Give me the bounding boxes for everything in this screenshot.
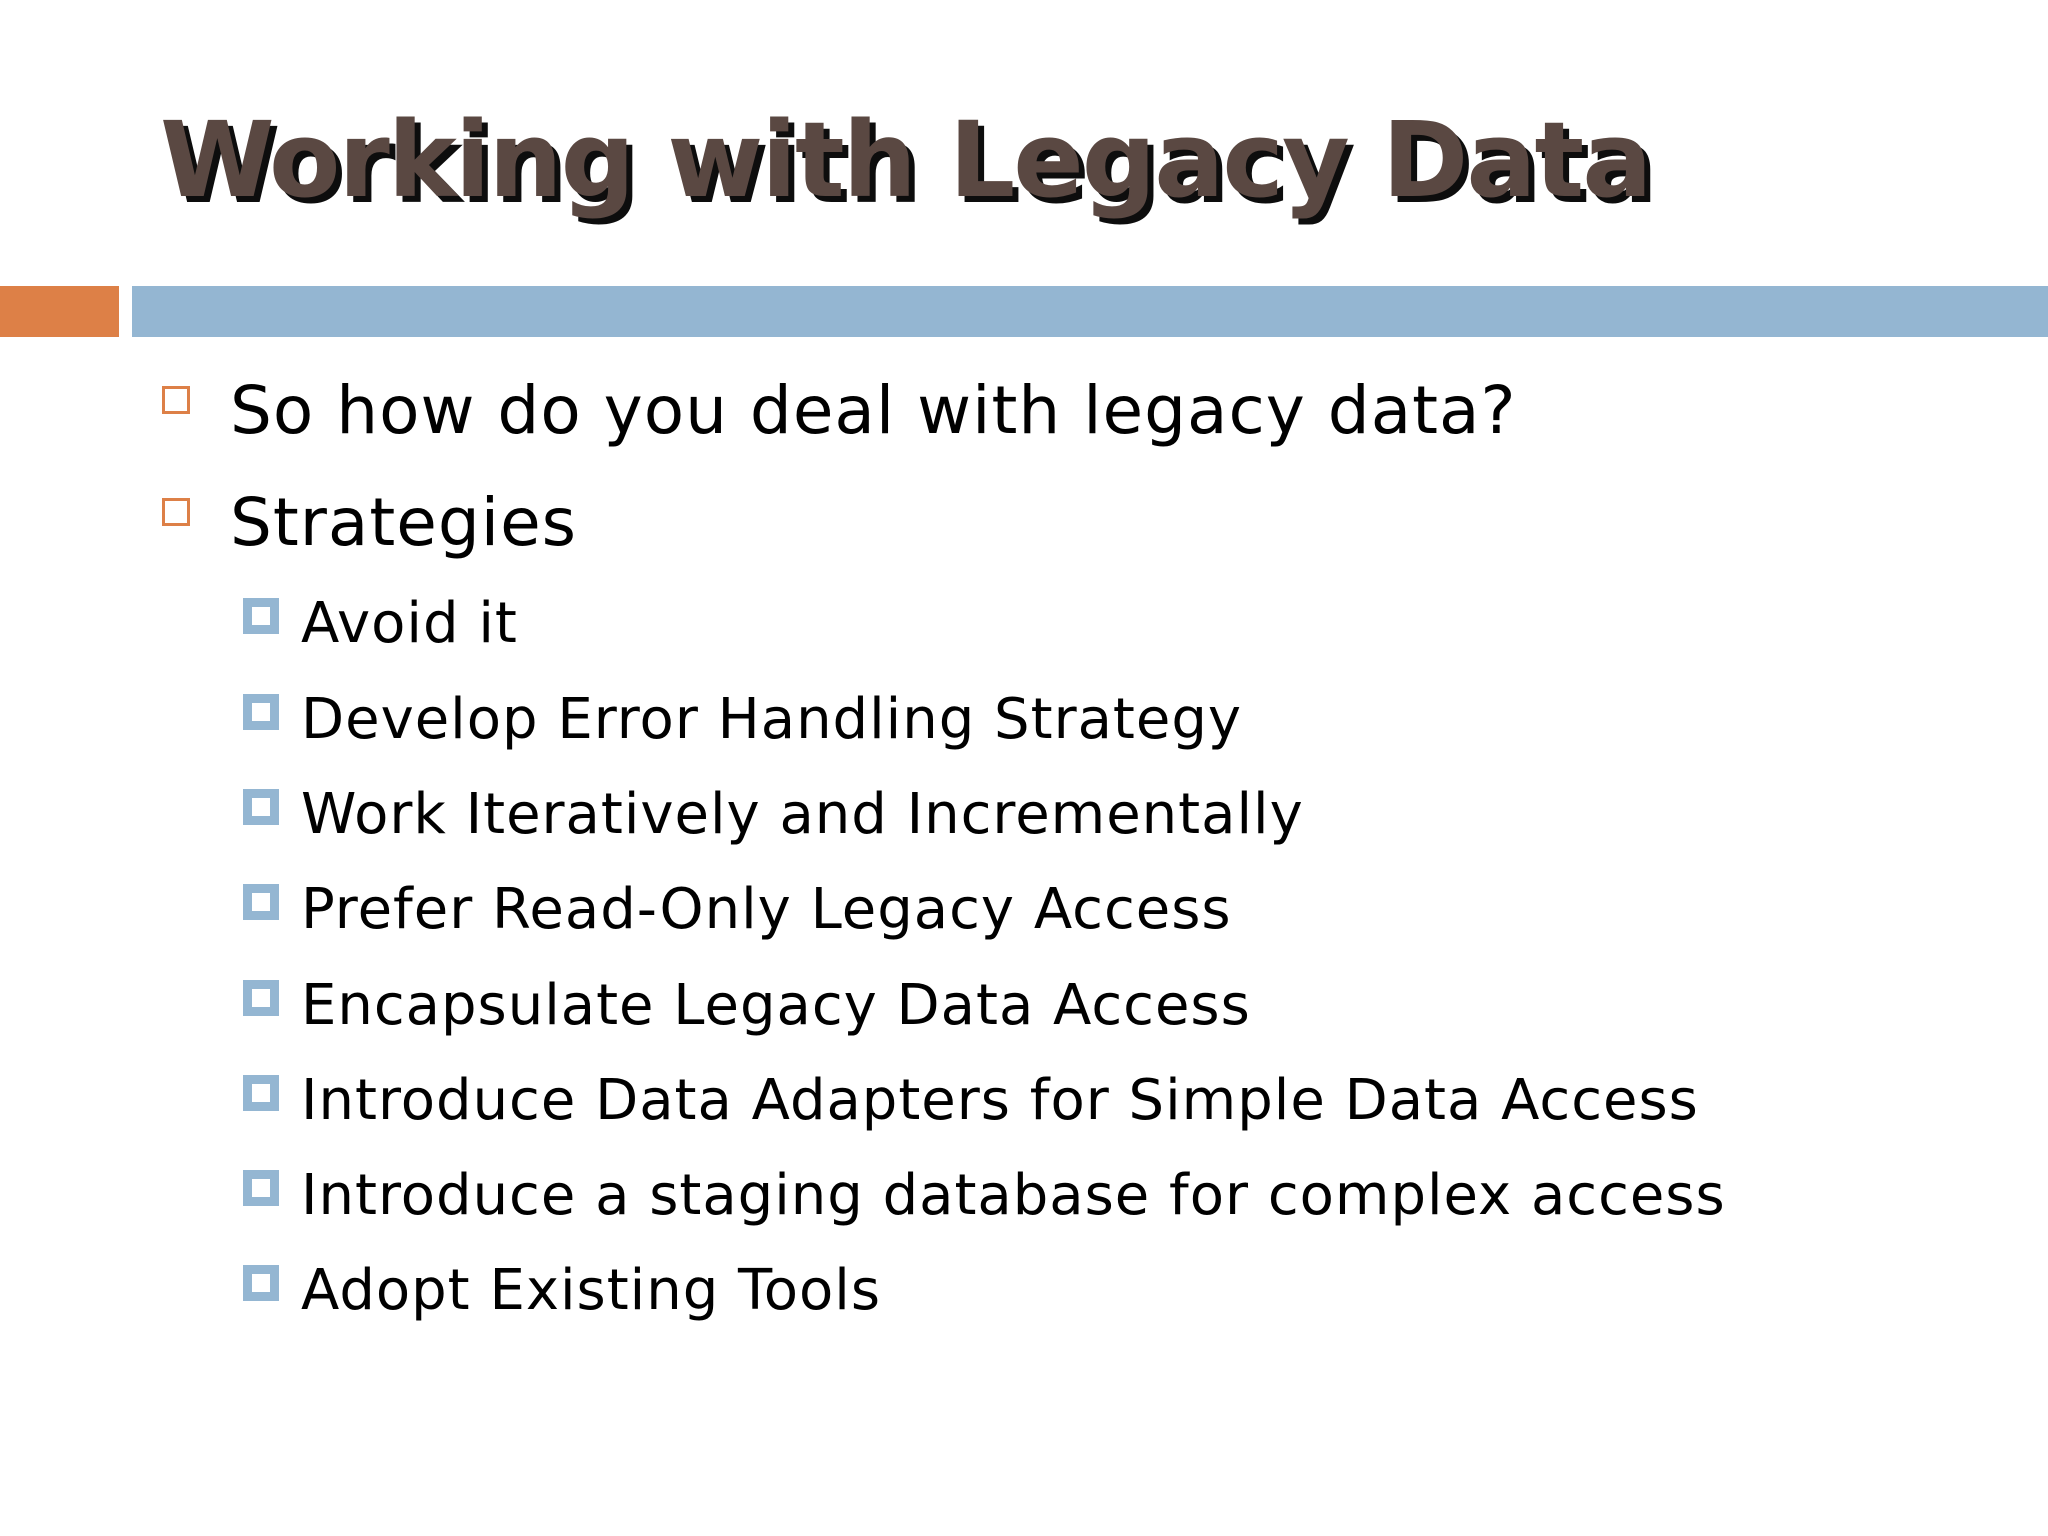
sub-bullet-text: Avoid it <box>301 591 518 656</box>
bullet-text: So how do you deal with legacy data? <box>230 372 1517 449</box>
framed-square-icon <box>243 1170 279 1206</box>
sub-bullet-item <box>243 1068 1699 1133</box>
framed-square-icon <box>243 789 279 825</box>
framed-square-icon <box>243 884 279 920</box>
hollow-square-icon <box>162 498 190 526</box>
sub-bullet-text: Introduce Data Adapters for Simple Data Access <box>301 1068 1699 1133</box>
sub-bullet-text: Introduce a staging database for complex access <box>301 1163 1726 1228</box>
framed-square-icon <box>243 694 279 730</box>
framed-square-icon <box>243 1265 279 1301</box>
framed-square-icon <box>243 980 279 1016</box>
sub-bullet-item <box>243 877 1232 942</box>
slide-title: Working with Legacy Data <box>160 99 1651 221</box>
sub-bullet-text: Work Iteratively and Incrementally <box>301 782 1304 847</box>
sub-bullet-item <box>243 591 518 656</box>
bullet-item <box>162 372 1517 449</box>
sub-bullet-item <box>243 687 1242 752</box>
accent-bar-orange <box>0 286 119 337</box>
sub-bullet-text: Develop Error Handling Strategy <box>301 687 1242 752</box>
sub-bullet-item <box>243 782 1304 847</box>
sub-bullet-item <box>243 973 1251 1038</box>
bullet-item <box>162 484 578 561</box>
sub-bullet-text: Prefer Read-Only Legacy Access <box>301 877 1232 942</box>
sub-bullet-item <box>243 1258 881 1323</box>
sub-bullet-item <box>243 1163 1726 1228</box>
sub-bullet-text: Adopt Existing Tools <box>301 1258 881 1323</box>
accent-bar-blue <box>132 286 2048 337</box>
framed-square-icon <box>243 1075 279 1111</box>
sub-bullet-text: Encapsulate Legacy Data Access <box>301 973 1251 1038</box>
framed-square-icon <box>243 598 279 634</box>
hollow-square-icon <box>162 386 190 414</box>
bullet-text: Strategies <box>230 484 578 561</box>
